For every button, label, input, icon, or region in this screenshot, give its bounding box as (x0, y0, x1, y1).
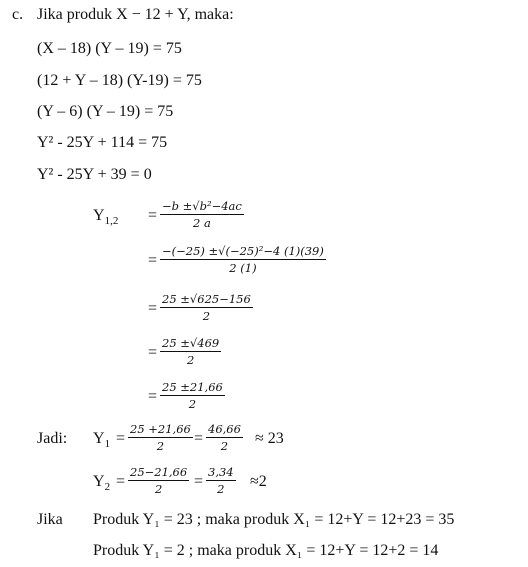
equals-sign: = (148, 252, 158, 269)
y2-fraction-2: $\frac{3,34}{2}$ (208, 465, 234, 496)
item-label: c. (12, 6, 24, 23)
equals-sign: = (148, 344, 158, 361)
y2-result: ≈2 (250, 473, 267, 490)
fraction-numeric: $\frac{25 \pm 21,66}{2}$ (162, 380, 223, 411)
y1-fraction-2: $\frac{46,66}{2}$ (208, 422, 241, 453)
equals-sign: = (116, 473, 126, 490)
final-line-1: Produk Y₁ = 23 ; maka produk X₁ = 12+Y = 12+23 = 35 (93, 511, 455, 528)
step-4: Y² - 25Y + 114 = 75 (37, 134, 168, 151)
fraction-formula-general: $\frac{\text{−b ±√b²−4ac}}{2 a}$ (162, 199, 242, 230)
conclusion-label: Jadi: (37, 430, 68, 447)
y1-fraction-1: $\frac{25 +21,66}{2}$ (130, 422, 191, 453)
fraction-discriminant: $\frac{25 \pm√625-156}{2}$ (162, 292, 251, 323)
step-2: (12 + Y – 18) (Y-19) = 75 (37, 72, 202, 89)
step-1: (X – 18) (Y – 19) = 75 (37, 40, 182, 57)
y1-lhs: $Y_1$ (93, 430, 111, 451)
equals-sign: = (116, 430, 126, 447)
equals-sign: = (194, 430, 204, 447)
step-5: Y² - 25Y + 39 = 0 (37, 166, 152, 183)
equals-sign: = (148, 300, 158, 317)
step-3: (Y – 6) (Y – 19) = 75 (37, 103, 174, 120)
final-label: Jika (37, 511, 63, 528)
y2-lhs: $Y_2$ (93, 473, 111, 494)
equals-sign: = (194, 473, 204, 490)
equals-sign: = (148, 388, 158, 405)
intro-text: Jika produk X − 12 + Y, maka: (37, 6, 234, 23)
equals-sign: = (148, 207, 158, 224)
formula-lhs: $Y_{1,2}$ (93, 207, 119, 228)
y1-result: ≈ 23 (255, 430, 284, 447)
fraction-sqrt: $\frac{25 \pm√469}{2}$ (162, 336, 220, 367)
fraction-substituted: $\frac{\text{−(−25) ±√(−25)²−4 (1)(39)}}{2 (1)}$ (162, 244, 324, 275)
y2-fraction-1: $\frac{25-21,66}{2}$ (130, 465, 188, 496)
final-line-2: Produk Y₁ = 2 ; maka produk X₁ = 12+Y = 12+2 = 14 (93, 542, 439, 559)
